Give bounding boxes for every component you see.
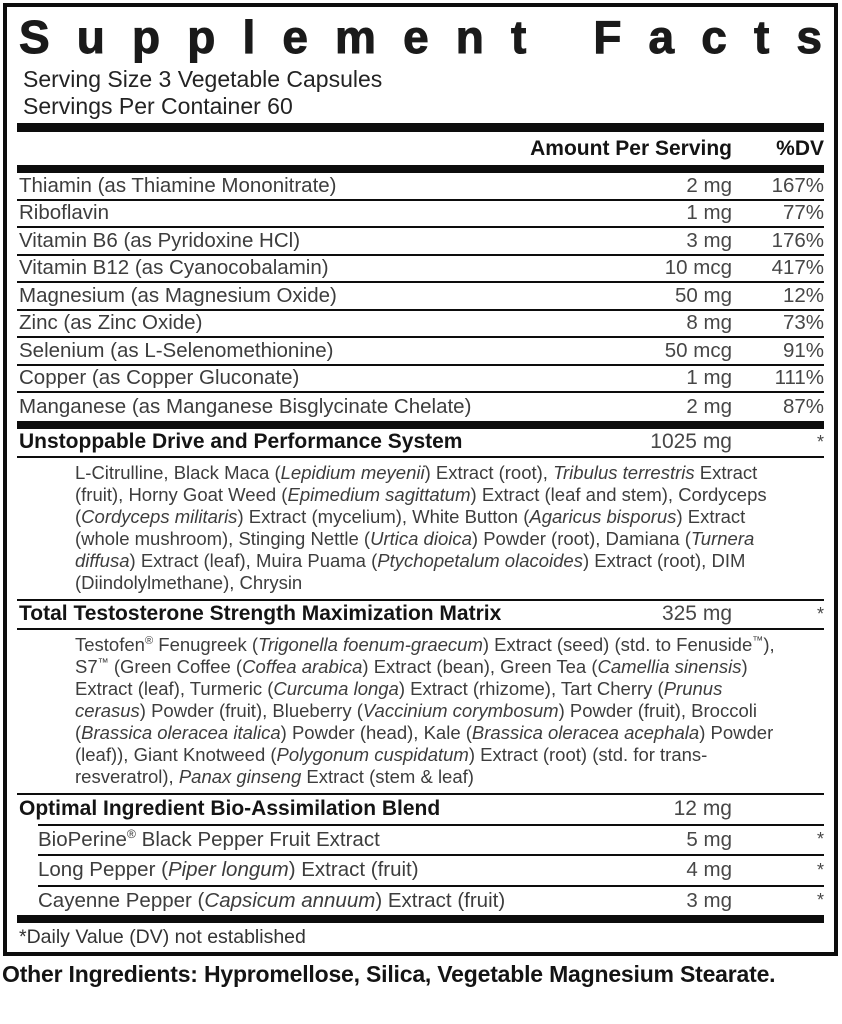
nutrient-name: Thiamin (as Thiamine Mononitrate)	[19, 173, 337, 197]
blend-row-testosterone-matrix	[17, 601, 824, 630]
other-ingredients-line: Other Ingredients: Hypromellose, Silica, Vegetable Magnesium Stearate.	[2, 961, 776, 987]
nutrient-name: Copper (as Copper Gluconate)	[19, 366, 300, 390]
sub-ingredient-amount: 3 mg	[686, 888, 732, 912]
nutrient-name: Zinc (as Zinc Oxide)	[19, 311, 203, 335]
nutrient-dv: 91%	[782, 338, 824, 362]
nutrient-name: Manganese (as Manganese Bisglycinate Chelate)	[19, 394, 472, 418]
blend-name: Optimal Ingredient Bio-Assimilation Blend	[19, 797, 441, 820]
nutrient-amount: 2 mg	[686, 173, 732, 197]
panel-title: S u p p l e m e n t F a c t s	[19, 11, 822, 63]
sub-ingredient-name: Long Pepper (Piper longum) Extract (fruit)	[38, 858, 419, 882]
sub-ingredient-dv: *	[816, 829, 824, 850]
blend-dv: *	[816, 603, 824, 624]
nutrient-name: Vitamin B12 (as Cyanocobalamin)	[19, 256, 329, 280]
nutrient-row-thiamin	[17, 173, 824, 201]
blend-name: Unstoppable Drive and Performance System	[19, 430, 463, 453]
sub-ingredient-row-cayenne	[17, 887, 824, 916]
nutrient-amount: 2 mg	[686, 394, 732, 418]
nutrient-dv: 73%	[782, 311, 824, 335]
nutrient-amount: 8 mg	[686, 311, 732, 335]
blend-dv: *	[816, 431, 824, 452]
nutrient-name: Riboflavin	[19, 201, 110, 225]
divider-bar-header	[17, 165, 824, 173]
divider-bar-bottom	[17, 915, 824, 923]
nutrient-name: Vitamin B6 (as Pyridoxine HCl)	[19, 228, 301, 252]
nutrient-row-manganese	[17, 393, 824, 421]
nutrient-amount: 50 mcg	[664, 338, 732, 362]
sub-ingredient-name: Cayenne Pepper (Capsicum annuum) Extract (fruit)	[38, 888, 506, 912]
sub-ingredient-row-long-pepper	[17, 856, 824, 885]
blend-row-bio-assimilation	[17, 795, 824, 824]
nutrient-amount: 1 mg	[686, 201, 732, 225]
blend-name: Total Testosterone Strength Maximization Matrix	[19, 602, 502, 625]
nutrient-dv: 77%	[782, 201, 824, 225]
nutrient-row-copper	[17, 366, 824, 394]
blend-ingredients-drive-performance: L-Citrulline, Black Maca (Lepidium meyenii) Extract (root), Tribulus terrestris Extract (fruit), Horny Goat Weed (Epimedium sagittatum) Extract (leaf and stem), Cordyceps (Cordyceps militaris) Extract (mycelium), White Button (Agaricus bisporus) Extract (whole mushroom), Stinging Nettle (Urtica dioica) Powder (root), Damiana (Turnera diffusa) Extract (leaf), Muira Puama (Ptychopetalum olacoides) Extract (root), DIM (Diindolylmethane), Chrysin	[75, 461, 767, 593]
dv-header: %DV	[776, 136, 824, 160]
column-header-row	[17, 132, 824, 165]
nutrient-name: Selenium (as L-Selenomethionine)	[19, 338, 334, 362]
divider-bar-blends	[17, 421, 824, 429]
sub-ingredient-row-bioperine	[17, 826, 824, 855]
sub-ingredient-amount: 5 mg	[686, 827, 732, 851]
nutrient-dv: 167%	[771, 173, 824, 197]
sub-ingredient-dv: *	[816, 859, 824, 880]
blend-row-drive-performance	[17, 429, 824, 458]
nutrient-amount: 10 mcg	[664, 256, 732, 280]
sub-ingredient-dv: *	[816, 890, 824, 911]
blend-amount: 325 mg	[661, 602, 732, 625]
nutrient-dv: 176%	[771, 228, 824, 252]
nutrient-amount: 1 mg	[686, 366, 732, 390]
nutrient-dv: 417%	[771, 256, 824, 280]
amount-per-serving-header: Amount Per Serving	[530, 136, 732, 160]
nutrient-dv: 12%	[782, 283, 824, 307]
serving-size-line: Serving Size 3 Vegetable Capsules	[23, 66, 383, 92]
nutrient-row-magnesium	[17, 283, 824, 311]
sub-ingredient-name: BioPerine® Black Pepper Fruit Extract	[38, 826, 380, 851]
nutrient-row-zinc	[17, 311, 824, 339]
supplement-facts-panel	[3, 3, 838, 956]
nutrient-row-vitamin-b12	[17, 256, 824, 284]
daily-value-footnote: *Daily Value (DV) not established	[19, 926, 306, 948]
nutrient-name: Magnesium (as Magnesium Oxide)	[19, 283, 337, 307]
nutrient-amount: 3 mg	[686, 228, 732, 252]
blend-ingredients-testosterone-matrix: Testofen® Fenugreek (Trigonella foenum-graecum) Extract (seed) (std. to Fenuside™), S7™ (Green Coffee (Coffea arabica) Extract (bean), Green Tea (Camellia sinensis) Extract (leaf), Turmeric (Curcuma longa) Extract (rhizome), Tart Cherry (Prunus cerasus) Powder (fruit), Blueberry (Vaccinium corymbosum) Powder (fruit), Broccoli (Brassica oleracea italica) Powder (head), Kale (Brassica oleracea acephala) Powder (leaf)), Giant Knotweed (Polygonum cuspidatum) Extract (root) (std. for trans-resveratrol), Panax ginseng Extract (stem & leaf)	[75, 633, 775, 787]
sub-ingredient-amount: 4 mg	[686, 858, 732, 882]
nutrient-dv: 87%	[782, 394, 824, 418]
nutrient-dv: 111%	[774, 366, 824, 390]
nutrient-row-selenium	[17, 338, 824, 366]
divider-bar-top	[17, 123, 824, 132]
blend-amount: 1025 mg	[650, 430, 732, 453]
nutrient-amount: 50 mg	[675, 283, 732, 307]
nutrient-row-riboflavin	[17, 201, 824, 229]
blend-amount: 12 mg	[673, 797, 732, 820]
nutrient-row-vitamin-b6	[17, 228, 824, 256]
servings-per-container-line: Servings Per Container 60	[23, 93, 293, 119]
